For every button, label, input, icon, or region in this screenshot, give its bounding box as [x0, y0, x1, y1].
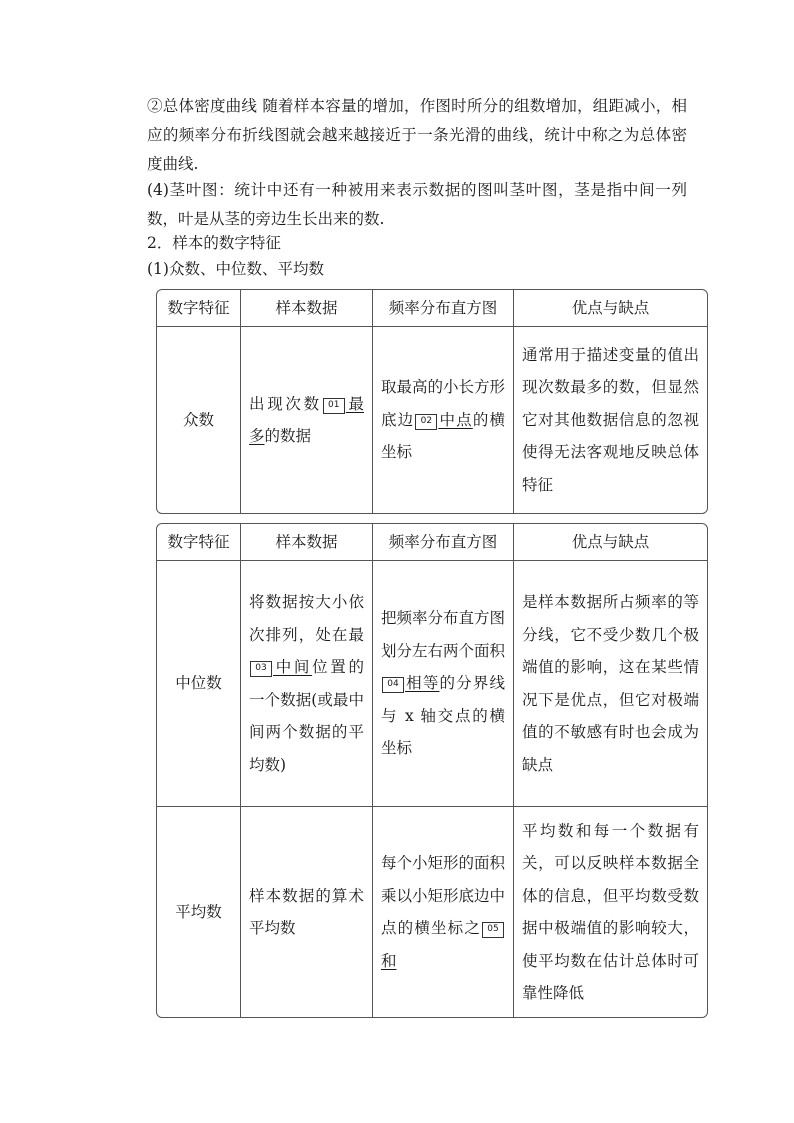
blank-number-05: 05	[482, 922, 504, 938]
header-sample-data: 样本数据	[241, 290, 373, 326]
blank-number-04: 04	[382, 677, 404, 693]
table-header-row-2	[157, 524, 707, 561]
feature-mode: 众数	[157, 327, 241, 513]
table-row-median	[157, 561, 707, 807]
table-row-mode	[157, 327, 707, 513]
paragraph-density-curve	[147, 92, 687, 179]
feature-median: 中位数	[157, 561, 241, 806]
median-sample-data: 将数据按大小依次排列，处在最03 中间位置的一个数据(或最中间两个数据的平均数)	[241, 561, 373, 806]
header-feature-2: 数字特征	[157, 524, 241, 560]
density-curve-text: ②总体密度曲线 随着样本容量的增加，作图时所分的组数增加，组距减小，相应的频率分布折线图就会越来越接近于一条光滑的曲线，统计中称之为总体密度曲线.	[147, 97, 687, 173]
answer-03: 03 中间	[249, 658, 312, 676]
blank-number-02: 02	[415, 414, 437, 430]
answer-02: 02 中点	[414, 411, 472, 429]
header-pros-cons-2: 优点与缺点	[571, 532, 650, 551]
answer-04: 04 相等	[381, 674, 440, 692]
mode-sample-data: 出现次数 01 最多的数据	[241, 327, 373, 513]
paragraph-stem-leaf	[147, 176, 687, 234]
median-pros-cons: 是样本数据所占频率的等分线，它不受少数几个极端值的影响，这在某些情况下是优点，但它对极端值的不敏感有时也会成为缺点	[522, 593, 699, 774]
header-pros-cons: 优点与缺点	[571, 298, 650, 317]
mean-histogram: 每个小矩形的面积乘以小矩形底边中点的横坐标之 05和	[373, 807, 514, 1017]
mean-pros-cons: 平均数和每一个数据有关，可以反映样本数据全体的信息，但平均数受数据中极端值的影响较大，使平均数在估计总体时可靠性降低	[522, 821, 699, 1002]
stem-leaf-text: (4)茎叶图：统计中还有一种被用来表示数据的图叫茎叶图，茎是指中间一列数，叶是从茎的旁边生长出来的数.	[147, 181, 687, 228]
median-histogram: 把频率分布直方图划分左右两个面积04 相等的分界线与 x 轴交点的横坐标	[373, 561, 514, 806]
mean-sample-data: 样本数据的算术平均数	[241, 807, 373, 1017]
mode-pros-cons: 通常用于描述变量的值出现次数最多的数，但显然它对其他数据信息的忽视使得无法客观地反映总体特征	[522, 345, 699, 494]
header-sample-data-2: 样本数据	[241, 524, 373, 560]
table-row-mean	[157, 807, 707, 1017]
table-median-mean	[156, 523, 708, 1018]
blank-number-03: 03	[250, 661, 272, 677]
header-histogram-2: 频率分布直方图	[373, 524, 514, 560]
section-heading: 2．样本的数字特征	[147, 234, 281, 252]
answer-05: 05和	[381, 919, 505, 970]
feature-mean: 平均数	[157, 807, 241, 1017]
subsection-heading: (1)众数、中位数、平均数	[147, 260, 324, 278]
header-feature: 数字特征	[157, 290, 241, 326]
mode-histogram: 取最高的小长方形底边 02 中点的横坐标	[373, 327, 514, 513]
header-histogram: 频率分布直方图	[373, 290, 514, 326]
answer-01: 01 最多	[249, 394, 364, 445]
table-header-row	[157, 290, 707, 327]
table-mode	[156, 289, 708, 514]
blank-number-01: 01	[323, 398, 345, 414]
